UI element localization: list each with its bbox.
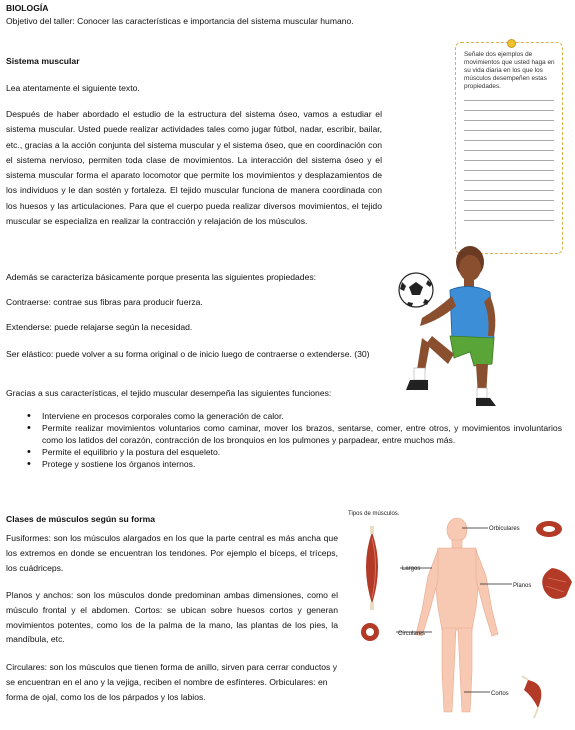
flat-paragraph: Planos y anchos: son los músculos donde predominan ambas dimensiones, como el músculo frontal y el abdomen. Cortos: se ubican sobre huesos cortos y generan movimientos potentes, como los de la palma de la mano, las plantas de los pies, la mandíbula, etc. xyxy=(6,590,338,645)
list-item: • Protege y sostiene los órganos internos. xyxy=(6,458,562,470)
instruction-text: Lea atentamente el siguiente texto. xyxy=(6,83,140,93)
label-short: Cortos xyxy=(491,691,509,697)
answer-line[interactable] xyxy=(464,101,554,111)
label-circular: Circulares xyxy=(398,631,426,637)
answer-line[interactable] xyxy=(464,121,554,131)
property-extend: Extenderse: puede relajarse según la necesidad. xyxy=(6,322,193,332)
answer-line[interactable] xyxy=(464,161,554,171)
fusiform-paragraph: Fusiformes: son los músculos alargados en los que la parte central es más ancha que los extremos en donde se encuentran los tendones. Por ejemplo el bíceps, el tríceps, los cuádriceps. xyxy=(6,533,338,573)
fusiform-muscle-icon xyxy=(366,526,378,610)
label-long: Largos xyxy=(402,566,421,572)
answer-line[interactable] xyxy=(464,151,554,161)
properties-intro: Además se caracteriza básicamente porque presenta las siguientes propiedades: xyxy=(6,272,317,282)
human-body-silhouette xyxy=(416,518,498,712)
answer-line[interactable] xyxy=(464,131,554,141)
answer-lines xyxy=(464,91,556,221)
subject-title: BIOLOGÍA xyxy=(6,3,49,13)
label-flat: Planos xyxy=(513,583,532,589)
property-elastic: Ser elástico: puede volver a su forma original o de inicio luego de contraerse o extenderse. (30) xyxy=(6,349,370,359)
soccer-ball-icon xyxy=(399,273,433,307)
answer-line[interactable] xyxy=(464,201,554,211)
functions-intro: Gracias a sus características, el tejido muscular desempeña las siguientes funciones: xyxy=(6,388,332,398)
flat-muscle-icon xyxy=(542,568,572,599)
answer-line[interactable] xyxy=(464,141,554,151)
list-item: • Permite realizar movimientos voluntarios como caminar, mover los brazos, sentarse, comer, entre otros, y movimientos involuntarios como los latidos del corazón, contracción de los bronquios en los pulmones y parpadear, entre muchos más. xyxy=(6,422,562,446)
section-title: Sistema muscular xyxy=(6,56,80,66)
short-muscle-icon xyxy=(522,676,541,718)
answer-line[interactable] xyxy=(464,181,554,191)
list-item: • Permite el equilibrio y la postura del esqueleto. xyxy=(6,446,562,458)
muscle-types-figure xyxy=(352,512,572,726)
soccer-boy-illustration xyxy=(392,240,502,410)
activity-note-box xyxy=(455,42,563,254)
pin-icon xyxy=(507,39,516,48)
label-orbicular: Orbiculares xyxy=(489,526,520,532)
objective-text: Objetivo del taller: Conocer las características e importancia del sistema muscular humano. xyxy=(6,16,354,26)
answer-line[interactable] xyxy=(464,91,554,101)
circular-muscle-icon xyxy=(361,623,379,641)
figure-title: Tipos de músculos. xyxy=(348,511,400,517)
answer-line[interactable] xyxy=(464,111,554,121)
circular-paragraph: Circulares: son los músculos que tienen forma de anillo, sirven para cerrar conductos y se encuentran en el ano y la vejiga, reciben el nombre de esfínteres. Orbiculares: en forma de ojal, como los de los párpados y los labios. xyxy=(6,662,338,702)
property-contract: Contraerse: contrae sus fibras para producir fuerza. xyxy=(6,297,203,307)
orbicular-muscle-icon xyxy=(536,521,562,537)
classes-title: Clases de músculos según su forma xyxy=(6,514,156,524)
intro-paragraph: Después de haber abordado el estudio de la estructura del sistema óseo, vamos a estudiar el sistema muscular. Usted puede realizar actividades tales como jugar fútbol, nadar, escribir, bailar, etc., gracias a la acción conjunta del sistema muscular y el sistema óseo, que en coordinación con el sistema nervioso, permiten toda clase de movimientos. La interacción del sistema óseo y el sistema muscular forma el aparato locomotor que permite los movimientos y desplazamientos de los individuos y le dan sostén y fortaleza. El tejido muscular funciona de manera coordinada con los huesos y las articulaciones. Para que el cuerpo pueda realizar diversos movimientos, el tejido muscular se especializa en realizar la contracción y relajación de los músculos. xyxy=(6,109,382,227)
list-item: • Interviene en procesos corporales como la generación de calor. xyxy=(6,410,562,422)
functions-list xyxy=(6,410,562,470)
answer-line[interactable] xyxy=(464,191,554,201)
answer-line[interactable] xyxy=(464,211,554,221)
answer-line[interactable] xyxy=(464,171,554,181)
activity-note-text: Señale dos ejemplos de movimientos que usted haga en su vida diaria en los que los músculos desempeñen estas propiedades. xyxy=(464,51,555,90)
